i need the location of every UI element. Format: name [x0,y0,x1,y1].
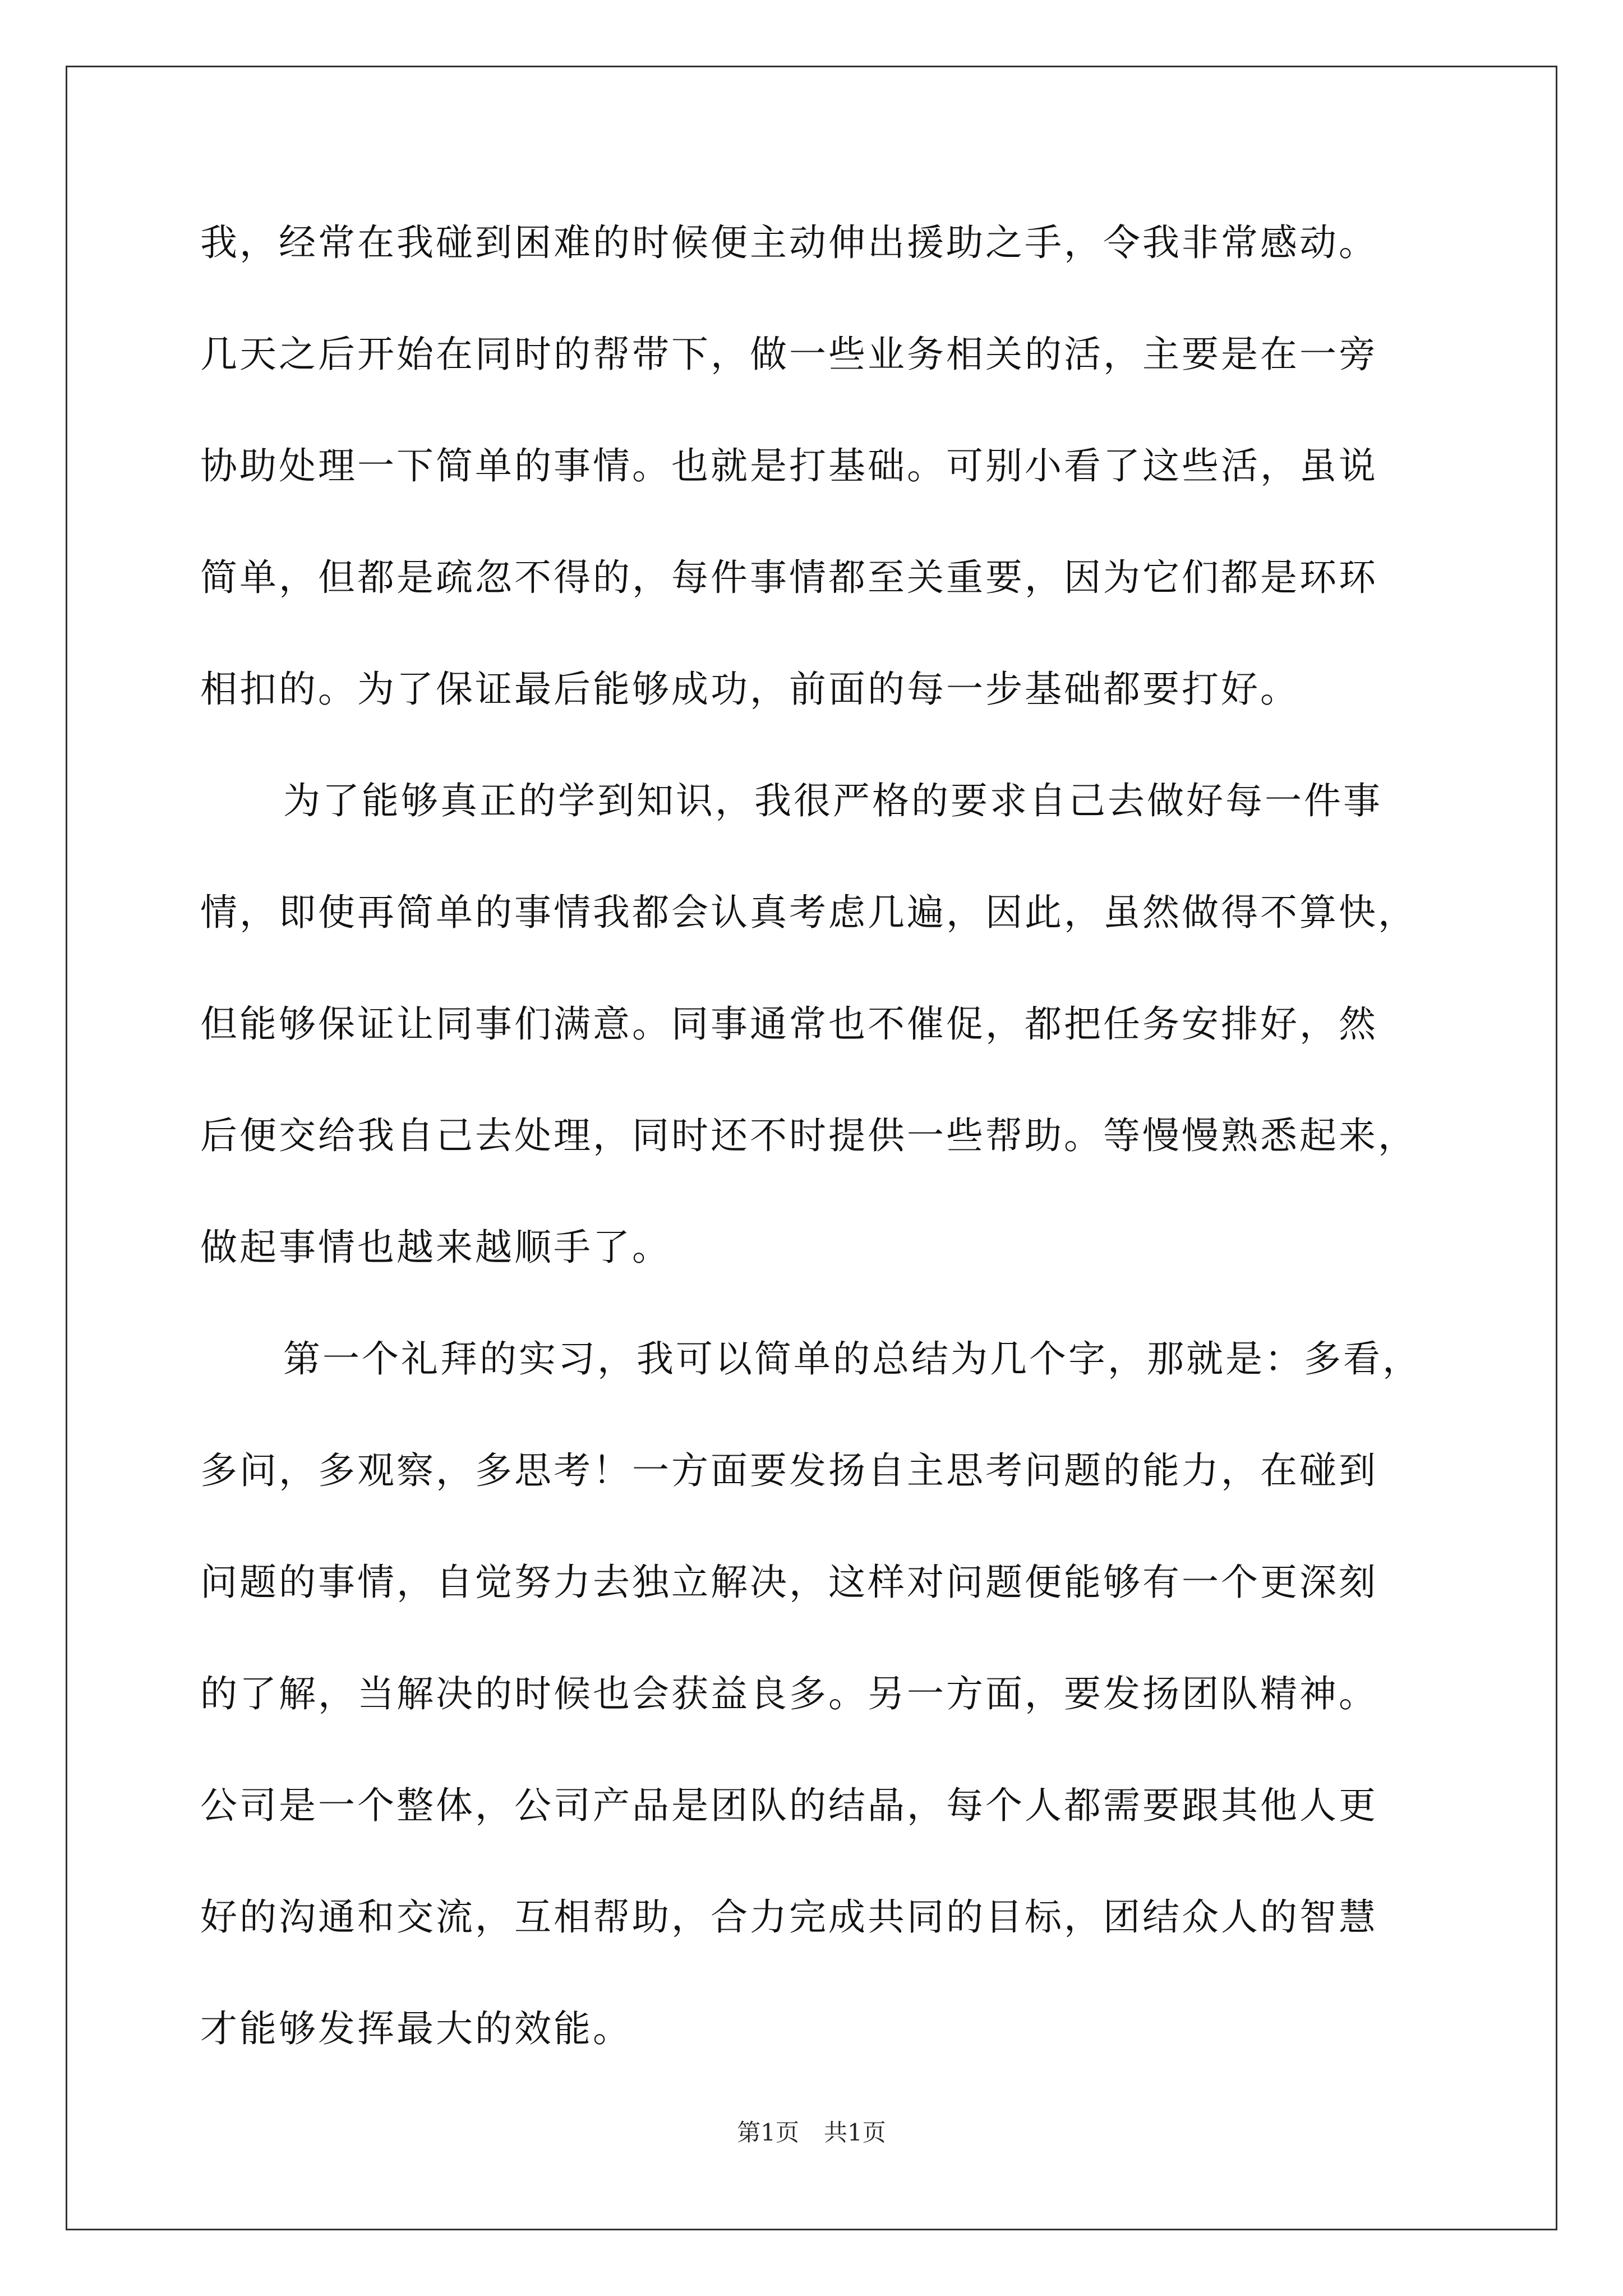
text-line: 简单，但都是疏忽不得的，每件事情都至关重要，因为它们都是环环 [200,556,1378,599]
text-line: 相扣的。为了保证最后能够成功，前面的每一步基础都要打好。 [200,668,1299,711]
text-line: 我，经常在我碰到困难的时候便主动伸出援助之手，令我非常感动。 [200,221,1378,264]
page-total: 共1页 [824,2119,886,2146]
text-line: 但能够保证让同事们满意。同事通常也不催促，都把任务安排好，然 [200,1002,1378,1046]
text-line: 好的沟通和交流，互相帮助，合力完成共同的目标，团结众人的智慧 [200,1895,1378,1939]
text-line: 问题的事情，自觉努力去独立解决，这样对问题便能够有一个更深刻 [200,1561,1378,1604]
text-line: 做起事情也越来越顺手了。 [200,1226,671,1269]
text-line: 情，即使再简单的事情我都会认真考虑几遍，因此，虽然做得不算快， [200,891,1417,934]
paragraph-first-line: 第一个礼拜的实习，我可以简单的总结为几个字，那就是：多看， [283,1337,1422,1381]
text-line: 公司是一个整体，公司产品是团队的结晶，每个人都需要跟其他人更 [200,1784,1378,1827]
text-line: 的了解，当解决的时候也会获益良多。另一方面，要发扬团队精神。 [200,1672,1378,1715]
text-line: 才能够发挥最大的效能。 [200,2007,632,2050]
page-footer [0,2118,1623,2147]
text-line: 几天之后开始在同时的帮带下，做一些业务相关的活，主要是在一旁 [200,333,1378,376]
text-line: 协助处理一下简单的事情。也就是打基础。可别小看了这些活，虽说 [200,444,1378,487]
text-line: 后便交给我自己去处理，同时还不时提供一些帮助。等慢慢熟悉起来， [200,1114,1417,1157]
page-number: 第1页 [737,2119,799,2146]
paragraph-first-line: 为了能够真正的学到知识，我很严格的要求自己去做好每一件事 [283,779,1382,822]
text-line: 多问，多观察，多思考！一方面要发扬自主思考问题的能力，在碰到 [200,1449,1378,1492]
